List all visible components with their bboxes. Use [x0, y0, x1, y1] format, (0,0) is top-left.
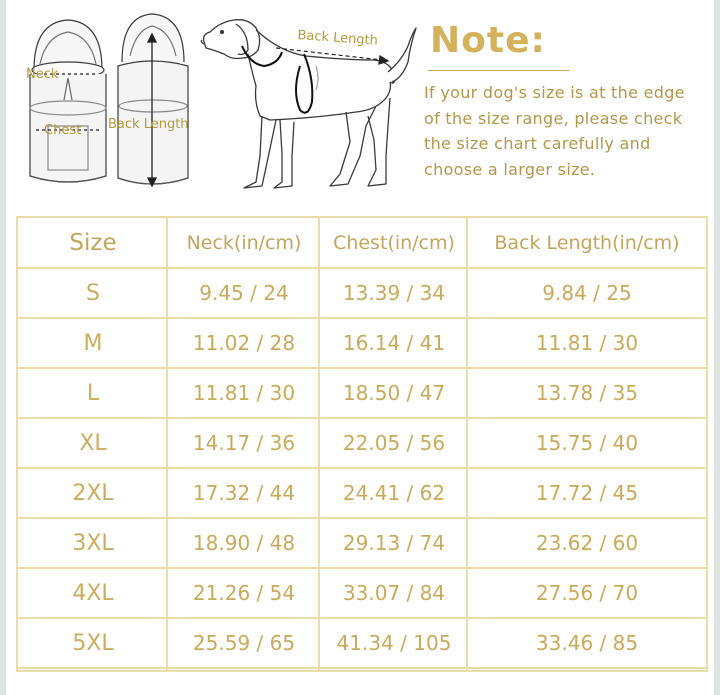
- cell-chest: 16.14 / 41: [342, 331, 446, 355]
- cell-chest: 22.05 / 56: [342, 431, 446, 455]
- row-divider: [18, 317, 706, 319]
- raincoat-icon: [18, 8, 214, 193]
- cell-back-length: 27.56 / 70: [535, 581, 639, 605]
- cell-size: S: [86, 280, 100, 306]
- header-chest: Chest(in/cm): [333, 232, 455, 254]
- column-divider: [466, 218, 468, 670]
- cell-chest: 13.39 / 34: [342, 281, 446, 305]
- row-divider: [18, 267, 706, 269]
- cell-neck: 25.59 / 65: [192, 631, 296, 655]
- table-row: [18, 268, 706, 318]
- row-divider: [18, 517, 706, 519]
- cell-size: XL: [79, 430, 107, 456]
- cell-back-length: 13.78 / 35: [535, 381, 639, 405]
- cell-size: M: [83, 330, 103, 356]
- row-divider: [18, 467, 706, 469]
- raincoat-illustration: [18, 8, 214, 193]
- table-row: [18, 318, 706, 368]
- cell-back-length: 15.75 / 40: [535, 431, 639, 455]
- note-line: If your dog's size is at the edge: [424, 83, 685, 102]
- note-divider: [428, 70, 570, 71]
- header-size: Size: [69, 230, 117, 256]
- cell-back-length: 17.72 / 45: [535, 481, 639, 505]
- row-divider: [18, 367, 706, 369]
- header-neck: Neck(in/cm): [186, 232, 302, 254]
- cell-size: 3XL: [72, 530, 114, 556]
- note-line: the size chart carefully and: [424, 134, 651, 153]
- size-table: [16, 216, 708, 672]
- cell-neck: 11.81 / 30: [192, 381, 296, 405]
- cell-neck: 18.90 / 48: [192, 531, 296, 555]
- cell-neck: 9.45 / 24: [199, 281, 289, 305]
- table-row: [18, 618, 706, 668]
- cell-back-length: 9.84 / 25: [542, 281, 632, 305]
- coat-back-length-label: Back Length: [108, 117, 189, 132]
- cell-neck: 14.17 / 36: [192, 431, 296, 455]
- coat-neck-label: Neck: [26, 67, 59, 82]
- cell-neck: 21.26 / 54: [192, 581, 296, 605]
- column-divider: [166, 218, 168, 670]
- cell-size: 5XL: [72, 630, 114, 656]
- row-divider: [18, 667, 706, 669]
- cell-back-length: 33.46 / 85: [535, 631, 639, 655]
- cell-neck: 17.32 / 44: [192, 481, 296, 505]
- header-back-length: Back Length(in/cm): [494, 232, 680, 254]
- cell-back-length: 23.62 / 60: [535, 531, 639, 555]
- note-title: Note:: [430, 20, 546, 61]
- table-row: [18, 418, 706, 468]
- note-line: choose a larger size.: [424, 159, 596, 179]
- cell-size: 2XL: [72, 480, 114, 506]
- row-divider: [18, 567, 706, 569]
- cell-chest: 29.13 / 74: [342, 531, 446, 555]
- cell-chest: 18.50 / 47: [342, 381, 446, 405]
- row-divider: [18, 417, 706, 419]
- cell-chest: 24.41 / 62: [342, 481, 446, 505]
- table-header-row: [18, 218, 706, 268]
- table-row: [18, 518, 706, 568]
- table-row: [18, 368, 706, 418]
- cell-size: 4XL: [72, 580, 114, 606]
- coat-chest-label: Chest: [44, 123, 82, 138]
- note-text: [424, 80, 704, 182]
- table-row: [18, 568, 706, 618]
- size-chart-card: [6, 0, 714, 695]
- note-line: of the size range, please check: [424, 108, 683, 128]
- row-divider: [18, 617, 706, 619]
- column-divider: [318, 218, 320, 670]
- cell-chest: 41.34 / 105: [336, 631, 452, 655]
- table-row: [18, 468, 706, 518]
- cell-neck: 11.02 / 28: [192, 331, 296, 355]
- cell-size: L: [86, 380, 100, 406]
- cell-back-length: 11.81 / 30: [535, 331, 639, 355]
- cell-chest: 33.07 / 84: [342, 581, 446, 605]
- dog-back-length-label: Back Length: [296, 28, 379, 49]
